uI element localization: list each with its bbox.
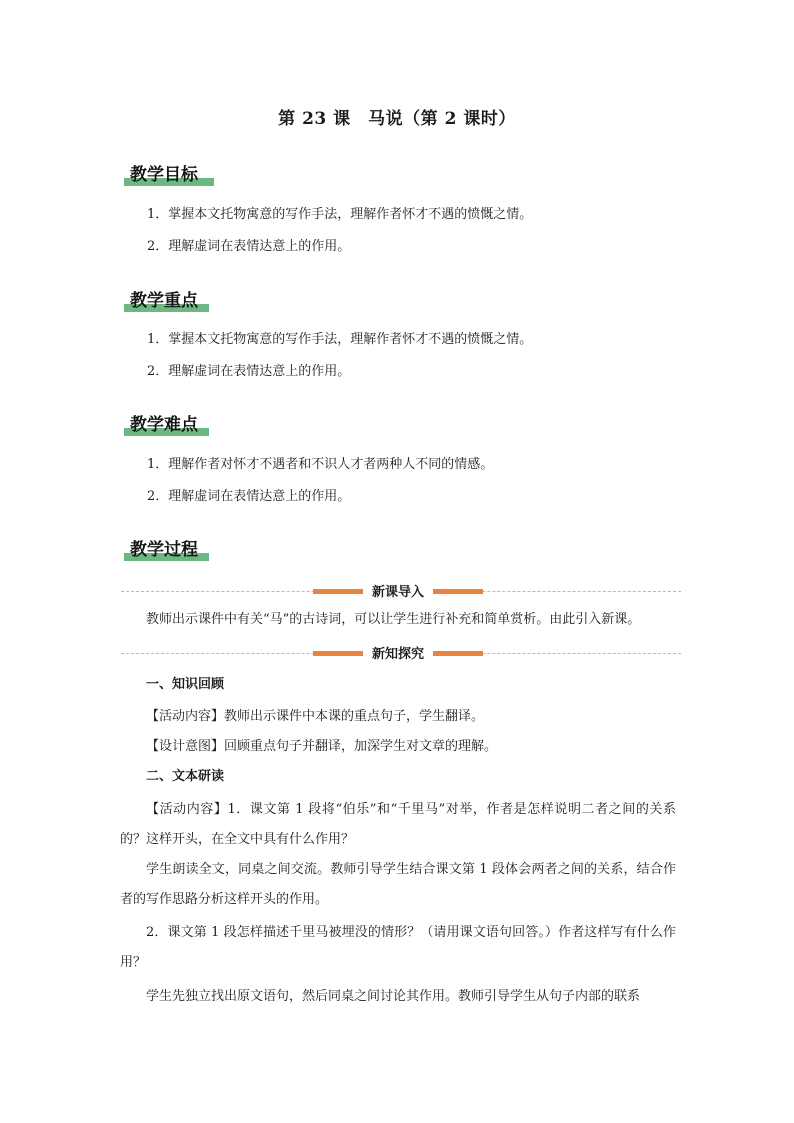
- review-heading: 一、知识回顾: [146, 677, 225, 692]
- reading-answer-2: 学生先独立找出原文语句，然后同桌之间讨论其作用。教师引导学生从句子内部的联系: [146, 989, 641, 1004]
- intro-paragraph: 教师出示课件中有关“马”的古诗词，可以让学生进行补充和简单赏析。由此引入新课。: [146, 612, 641, 627]
- review-design: 【设计意图】回顾重点句子并翻译，加深学生对文章的理解。: [146, 739, 498, 754]
- key-point-item-1: 1．掌握本文托物寓意的写作手法，理解作者怀才不遇的愤慨之情。: [147, 332, 533, 347]
- goal-item-2: 2．理解虚词在表情达意上的作用。: [147, 239, 351, 254]
- section-heading-key-points: [124, 284, 209, 312]
- reading-heading: 二、文本研读: [146, 769, 225, 784]
- divider-label: 新知探究: [363, 643, 433, 662]
- divider-new-lesson-intro: [121, 585, 681, 600]
- section-heading-difficulties: [124, 408, 209, 436]
- divider-new-knowledge: [121, 647, 681, 662]
- lesson-title: 第 23 课 马说（第 2 课时）: [278, 109, 516, 129]
- difficulty-item-1: 1．理解作者对怀才不遇者和不识人才者两种人不同的情感。: [147, 457, 494, 472]
- divider-label: 新课导入: [363, 581, 433, 600]
- divider-accent-left: [313, 589, 363, 594]
- heading-text: 教学难点: [130, 415, 198, 435]
- reading-answer-1: 学生朗读全文，同桌之间交流。教师引导学生结合课文第 1 段体会两者之间的关系，结合作者的写作思路分析这样开头的作用。: [120, 862, 676, 907]
- difficulty-item-2: 2．理解虚词在表情达意上的作用。: [147, 489, 351, 504]
- heading-text: 教学重点: [130, 291, 198, 311]
- key-point-item-2: 2．理解虚词在表情达意上的作用。: [147, 364, 351, 379]
- divider-accent-right: [433, 589, 483, 594]
- heading-text: 教学目标: [130, 165, 198, 185]
- heading-text: 教学过程: [130, 540, 198, 560]
- divider-accent-right: [433, 651, 483, 656]
- goal-item-1: 1．掌握本文托物寓意的写作手法，理解作者怀才不遇的愤慨之情。: [147, 207, 533, 222]
- reading-question-1: 【活动内容】1．课文第 1 段将“伯乐”和“千里马”对举，作者是怎样说明二者之间的关系的？这样开头，在全文中具有什么作用？: [120, 802, 676, 847]
- divider-accent-left: [313, 651, 363, 656]
- section-heading-process: [124, 533, 209, 561]
- reading-question-2: 2．课文第 1 段怎样描述千里马被埋没的情形？（请用课文语句回答。）作者这样写有什么作用？: [120, 925, 676, 970]
- section-heading-goals: [124, 158, 214, 186]
- review-activity: 【活动内容】教师出示课件中本课的重点句子，学生翻译。: [146, 709, 485, 724]
